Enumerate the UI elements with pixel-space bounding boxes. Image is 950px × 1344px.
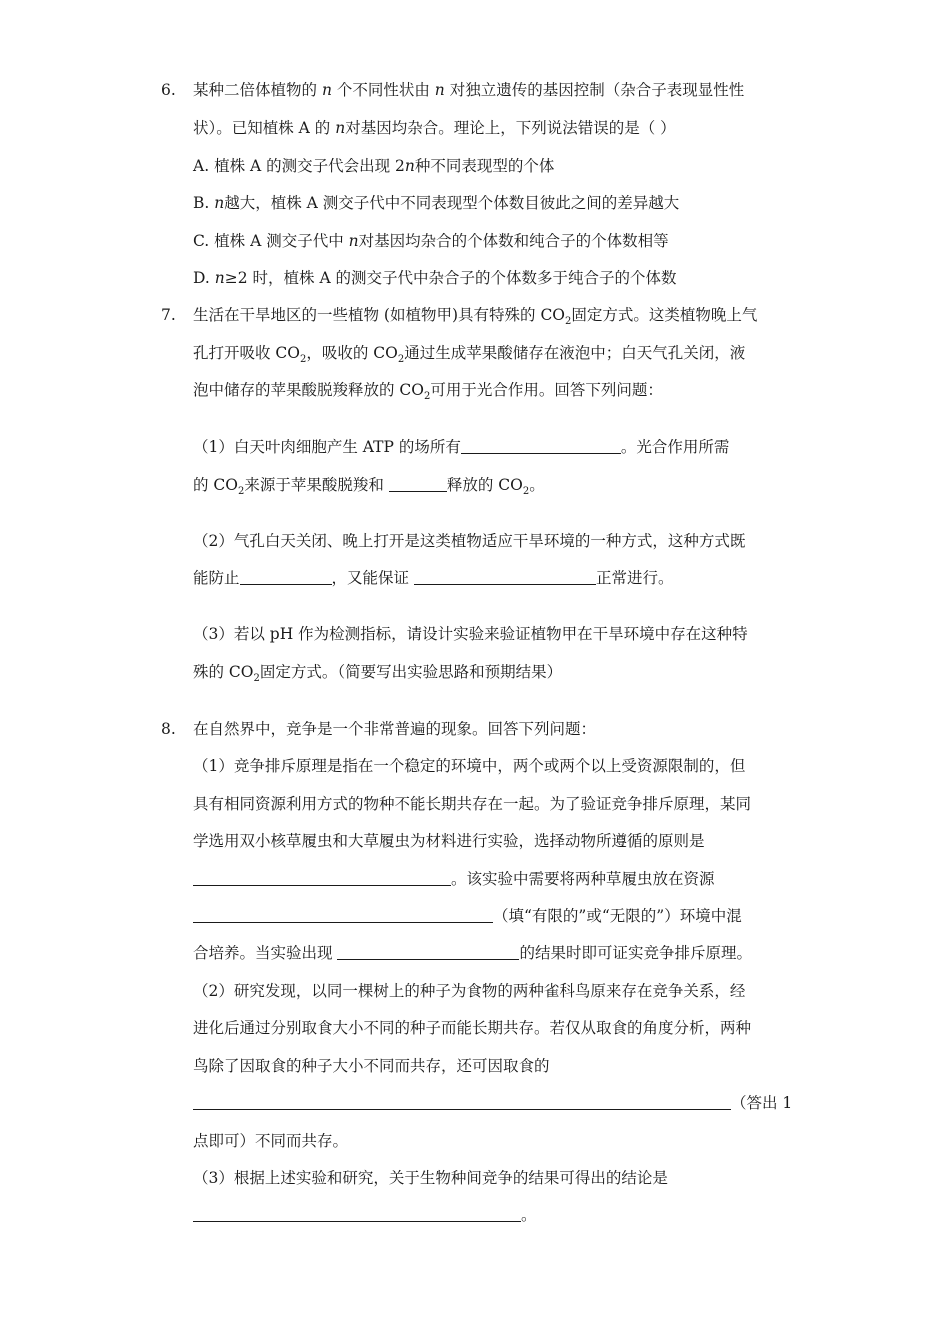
- q7-part2-line-1: （2）气孔白天关闭、晚上打开是这类植物适应干旱环境的一种方式，这种方式既: [193, 532, 746, 550]
- answer-blank[interactable]: [389, 477, 447, 492]
- q6-stem-line-1: 某种二倍体植物的 n 个不同性状由 n 对独立遗传的基因控制（杂合子表现显性性: [193, 81, 745, 99]
- q8-part2-line-2: 进化后通过分别取食大小不同的种子而能长期共存。若仅从取食的角度分析，两种: [193, 1019, 752, 1037]
- answer-blank[interactable]: [193, 1207, 521, 1222]
- q8-part2-line-4: （答出 1: [193, 1093, 792, 1113]
- q6-option-c[interactable]: C. 植株 A 测交子代中 n对基因均杂合的个体数和纯合子的个体数相等: [193, 232, 669, 250]
- question-number-7: 7.: [161, 306, 176, 324]
- q8-part1-line-1: （1）竞争排斥原理是指在一个稳定的环境中，两个或两个以上受资源限制的，但: [193, 757, 746, 775]
- q7-stem-line-3: 泡中储存的苹果酸脱羧释放的 $CO_2$可用于光合作用。回答下列问题：: [193, 381, 663, 402]
- question-number-8: 8.: [161, 720, 176, 738]
- q8-part3-line-2: 。: [193, 1205, 537, 1225]
- q7-part3-line-1: （3）若以 pH 作为检测指标，请设计实验来验证植物甲在干旱环境中存在这种特: [193, 625, 748, 643]
- q7-part2-line-2: 能防止 ，又能保证 正常进行。: [193, 569, 674, 587]
- q6-option-a[interactable]: A. 植株 A 的测交子代会出现 2n种不同表现型的个体: [193, 157, 555, 175]
- answer-blank[interactable]: [193, 908, 493, 923]
- answer-blank[interactable]: [193, 871, 451, 886]
- q7-part1-line-2: 的 $CO_2$来源于苹果酸脱羧和 释放的 $CO_2$。: [193, 476, 545, 497]
- q8-part1-line-6: 合培养。当实验出现 的结果时即可证实竞争排斥原理。: [193, 944, 752, 962]
- q8-part1-line-5: （填“有限的”或“无限的”）环境中混: [193, 906, 742, 926]
- q6-stem-line-2: 状）。已知植株 A 的 n对基因均杂合。理论上，下列说法错误的是（ ）: [193, 119, 676, 137]
- answer-blank[interactable]: [414, 570, 596, 585]
- q8-part2-line-1: （2）研究发现，以同一棵树上的种子为食物的两种雀科鸟原来存在竞争关系，经: [193, 982, 746, 1000]
- q7-part1-line-1: （1）白天叶肉细胞产生 ATP 的场所有 。光合作用所需: [193, 438, 730, 456]
- answer-blank[interactable]: [193, 1095, 731, 1110]
- answer-blank[interactable]: [461, 439, 621, 454]
- question-number-6: 6.: [161, 81, 176, 99]
- q8-part2-line-3: 鸟除了因取食的种子大小不同而共存，还可因取食的: [193, 1057, 550, 1075]
- q8-part1-line-2: 具有相同资源利用方式的物种不能长期共存在一起。为了验证竞争排斥原理，某同: [193, 795, 752, 813]
- q7-part3-line-2: 殊的 $CO_2$固定方式。（简要写出实验思路和预期结果）: [193, 663, 563, 684]
- q7-stem-line-2: 孔打开吸收 $CO_2$，吸收的 $CO_2$通过生成苹果酸储存在液泡中；白天气孔关闭，液: [193, 344, 746, 365]
- q6-option-b[interactable]: B. n越大，植株 A 测交子代中不同表现型个体数目彼此之间的差异越大: [193, 194, 680, 212]
- q7-stem-line-1: 生活在干旱地区的一些植物 (如植物甲)具有特殊的 $CO_2$固定方式。这类植物晚上气: [193, 306, 758, 327]
- answer-blank[interactable]: [240, 570, 332, 585]
- q6-option-d[interactable]: D. n≥2 时，植株 A 的测交子代中杂合子的个体数多于纯合子的个体数: [193, 269, 677, 287]
- q8-part2-line-5: 点即可）不同而共存。: [193, 1132, 349, 1150]
- q8-part1-line-3: 学选用双小核草履虫和大草履虫为材料进行实验，选择动物所遵循的原则是: [193, 832, 705, 850]
- answer-blank[interactable]: [337, 945, 519, 960]
- q8-part1-line-4: 。该实验中需要将两种草履虫放在资源: [193, 869, 715, 889]
- q8-part3-line-1: （3）根据上述实验和研究，关于生物种间竞争的结果可得出的结论是: [193, 1169, 668, 1187]
- q8-stem: 在自然界中，竞争是一个非常普遍的现象。回答下列问题：: [193, 720, 597, 738]
